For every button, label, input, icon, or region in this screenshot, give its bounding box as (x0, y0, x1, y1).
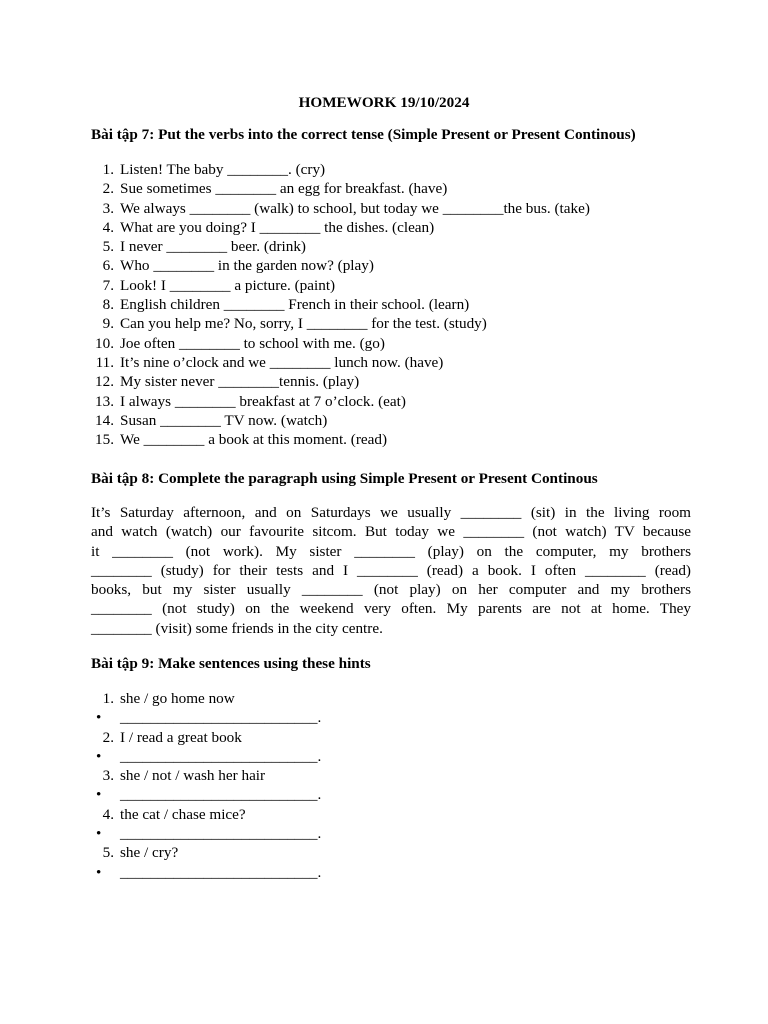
bullet-icon: • (96, 747, 102, 765)
paragraph-line: ________ (not study) on the weekend very often. My parents are not at home. They (91, 600, 691, 618)
answer-blank: __________________________. (120, 863, 322, 881)
answer-blank: __________________________. (120, 825, 322, 843)
item-text: I never ________ beer. (drink) (120, 238, 306, 256)
answer-blank: __________________________. (120, 786, 322, 804)
item-number: 14. (95, 411, 114, 429)
exercise-8-paragraph (91, 503, 691, 638)
item-hint: she / not / wash her hair (120, 767, 266, 785)
item-hint: I / read a great book (120, 728, 242, 746)
item-number: 6. (102, 257, 114, 275)
paragraph-line: and watch (watch) our favourite sitcom. But today we ________ (not watch) TV because (91, 523, 691, 541)
item-number: 1. (102, 161, 114, 178)
item-number: 12. (95, 373, 114, 391)
item-number: 15. (95, 431, 114, 449)
item-number: 5. (102, 238, 114, 256)
item-number: 1. (102, 690, 114, 707)
bullet-icon: • (96, 786, 102, 804)
exercise-7-heading: Bài tập 7: Put the verbs into the correct tense (Simple Present or Present Continous) (91, 126, 636, 143)
item-text: Look! I ________ a picture. (paint) (120, 276, 336, 294)
item-number: 10. (95, 334, 114, 352)
item-number: 3. (102, 767, 114, 785)
item-number: 11. (95, 353, 114, 371)
answer-blank: __________________________. (120, 747, 322, 765)
item-number: 4. (102, 218, 114, 236)
paragraph-line: It’s Saturday afternoon, and on Saturdays we usually ________ (sit) in the living room (91, 504, 691, 521)
item-text: We ________ a book at this moment. (read) (120, 431, 388, 449)
item-number: 13. (95, 392, 114, 410)
bullet-icon: • (96, 863, 102, 881)
item-text: We always ________ (walk) to school, but today we ________the bus. (take) (120, 199, 590, 217)
item-text: Can you help me? No, sorry, I ________ for the test. (study) (120, 315, 487, 333)
item-number: 2. (102, 728, 114, 746)
item-text: My sister never ________tennis. (play) (120, 373, 360, 391)
bullet-icon: • (96, 825, 102, 843)
item-hint: she / cry? (120, 844, 179, 862)
paragraph-line: ________ (visit) some friends in the city centre. (91, 619, 383, 637)
item-hint: the cat / chase mice? (120, 805, 246, 823)
bullet-icon: • (96, 709, 102, 727)
item-number: 2. (102, 180, 114, 198)
item-number: 5. (102, 844, 114, 862)
item-text: Joe often ________ to school with me. (go) (120, 334, 385, 352)
exercise-8-heading: Bài tập 8: Complete the paragraph using Simple Present or Present Continous (91, 470, 598, 487)
item-text: It’s nine o’clock and we ________ lunch now. (have) (120, 353, 444, 371)
item-number: 7. (102, 276, 114, 294)
paragraph-line: ________ (study) for their tests and I ________ (read) a book. I often ________ (read) (91, 561, 691, 579)
item-number: 8. (102, 296, 114, 314)
item-text: I always ________ breakfast at 7 o’clock. (eat) (120, 392, 406, 410)
item-text: Who ________ in the garden now? (play) (120, 257, 374, 275)
paragraph-line: books, but my sister usually ________ (not play) on her computer and my brothers (91, 581, 691, 599)
item-hint: she / go home now (120, 690, 235, 707)
answer-blank: __________________________. (120, 709, 322, 727)
item-text: Listen! The baby ________. (cry) (120, 161, 326, 178)
exercise-9-heading: Bài tập 9: Make sentences using these hints (91, 655, 371, 672)
item-number: 3. (102, 199, 114, 217)
item-text: English children ________ French in their school. (learn) (120, 296, 470, 314)
item-text: Susan ________ TV now. (watch) (120, 411, 328, 429)
item-number: 9. (102, 315, 114, 333)
page-title: HOMEWORK 19/10/2024 (298, 94, 470, 111)
item-text: Sue sometimes ________ an egg for breakfast. (have) (120, 180, 448, 198)
item-number: 4. (102, 805, 114, 823)
item-text: What are you doing? I ________ the dishes. (clean) (120, 218, 435, 236)
paragraph-line: it ________ (not work). My sister ________ (play) on the computer, my brothers (91, 542, 691, 560)
